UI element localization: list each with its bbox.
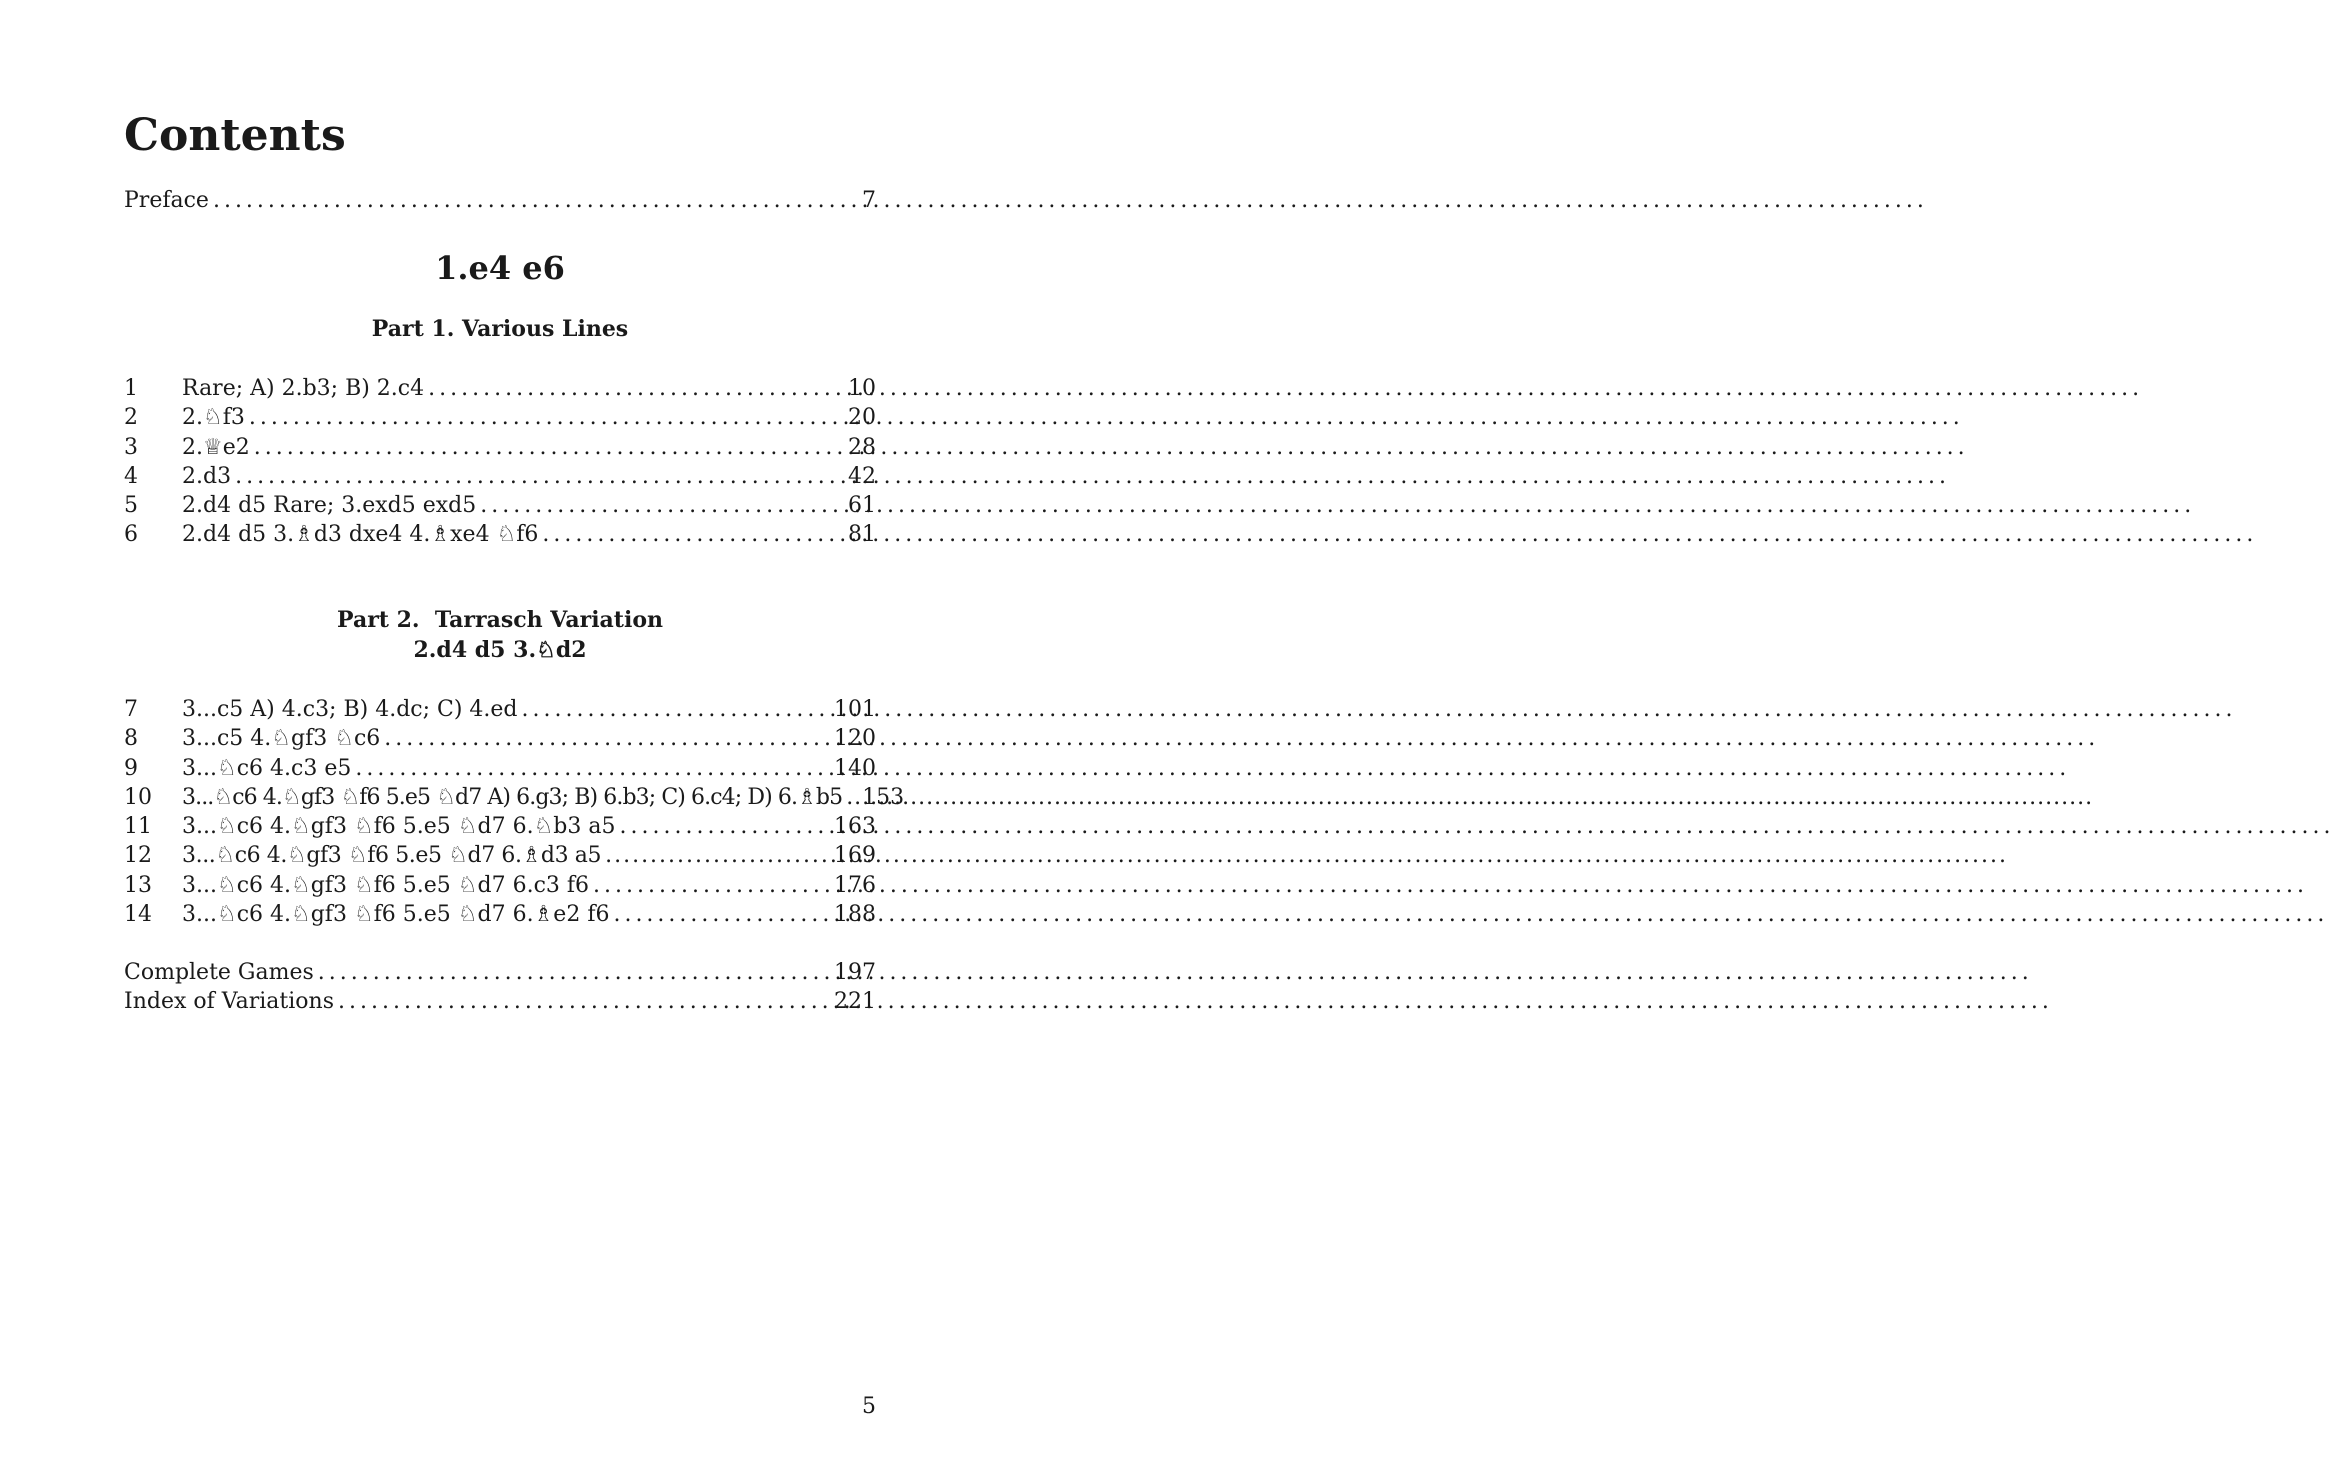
- chapter-number: 9: [124, 755, 138, 781]
- chapter-number: 6: [124, 522, 138, 548]
- chapter-entry[interactable]: [124, 900, 876, 929]
- chapter-number: 2: [124, 405, 138, 431]
- leader-dots: [338, 987, 828, 1016]
- appendix-list: [124, 958, 876, 1017]
- toc-entry-complete-games[interactable]: [124, 958, 876, 987]
- chapter-title: 3...c5 A) 4.c3; B) 4.dc; C) 4.ed: [182, 697, 518, 722]
- toc-entry-page: 7: [862, 188, 876, 213]
- chapter-title: 2.d4 d5 Rare; 3.exd5 exd5: [182, 493, 477, 519]
- chapter-title: 2.d4 d5 3.♗d3 dxe4 4.♗xe4 ♘f6: [182, 522, 539, 548]
- page-number: 5: [862, 1394, 876, 1419]
- chapter-title: 3...♘c6 4.c3 e5: [182, 755, 352, 781]
- leader-dots: [213, 186, 856, 215]
- chapter-entry[interactable]: [124, 491, 876, 520]
- chapter-title: 3...♘c6 4.♘gf3 ♘f6 5.e5 ♘d7 6.♗d3 a5: [182, 843, 602, 869]
- part2-subheading: 2.d4 d5 3.♘d2: [413, 637, 587, 663]
- leader-dots: [522, 695, 828, 724]
- chapter-number: 13: [124, 872, 152, 898]
- chapter-title: 3...♘c6 4.♘gf3 ♘f6 5.e5 ♘d7 A) 6.g3; B) 6.b3; C) 6.c4; D) 6.♗b5: [182, 784, 843, 810]
- leader-dots: [428, 374, 842, 403]
- chapter-title: 3...c5 4.♘gf3 ♘c6: [182, 726, 381, 752]
- toc-entry-label: Preface: [124, 188, 209, 213]
- page-title: Contents: [124, 110, 346, 161]
- chapter-page: 42: [848, 463, 876, 489]
- chapter-title: 2.d3: [182, 463, 232, 489]
- part2-heading: Part 2. Tarrasch Variation: [337, 607, 663, 633]
- chapter-entry[interactable]: [124, 754, 876, 783]
- chapter-title: 3...♘c6 4.♘gf3 ♘f6 5.e5 ♘d7 6.c3 f6: [182, 872, 590, 898]
- chapter-entry[interactable]: [124, 724, 876, 753]
- chapter-entry[interactable]: [124, 374, 876, 403]
- leader-dots: [254, 433, 842, 462]
- toc-entry-preface[interactable]: [124, 186, 876, 215]
- toc-entry-page: 221: [834, 989, 876, 1015]
- chapter-number: 10: [124, 784, 152, 810]
- leader-dots: [480, 491, 842, 520]
- leader-dots: [593, 871, 828, 900]
- chapter-page: 120: [834, 726, 876, 752]
- chapter-page: 169: [834, 843, 876, 869]
- chapter-number: 8: [124, 726, 138, 752]
- leader-dots: [605, 841, 828, 870]
- opening-heading: 1.e4 e6: [435, 249, 565, 287]
- toc-entry-label: Index of Variations: [124, 989, 334, 1015]
- chapter-page: 81: [848, 522, 876, 548]
- part2-chapter-list: [124, 695, 905, 929]
- toc-entry-label: Complete Games: [124, 960, 314, 985]
- chapter-number: 11: [124, 814, 152, 840]
- chapter-page: 20: [848, 405, 876, 431]
- chapter-entry[interactable]: [124, 520, 876, 549]
- contents-page: [124, 0, 905, 1483]
- leader-dots: [318, 958, 828, 987]
- chapter-entry[interactable]: [124, 871, 876, 900]
- chapter-number: 5: [124, 493, 138, 519]
- chapter-number: 4: [124, 463, 138, 489]
- chapter-entry[interactable]: [124, 433, 876, 462]
- chapter-entry[interactable]: [124, 462, 876, 491]
- chapter-entry[interactable]: [124, 403, 876, 432]
- chapter-title: 3...♘c6 4.♘gf3 ♘f6 5.e5 ♘d7 6.♘b3 a5: [182, 814, 616, 840]
- chapter-page: 176: [834, 872, 876, 898]
- chapter-number: 1: [124, 376, 138, 401]
- part1-chapter-list: [124, 374, 876, 550]
- leader-dots: [355, 754, 828, 783]
- chapter-page: 163: [834, 814, 876, 840]
- chapter-entry[interactable]: [124, 783, 905, 812]
- leader-dots: [846, 783, 856, 812]
- chapter-entry[interactable]: [124, 695, 876, 724]
- chapter-number: 7: [124, 697, 138, 722]
- chapter-page: 10: [848, 376, 876, 401]
- chapter-entry[interactable]: [124, 812, 876, 841]
- toc-entry-page: 197: [834, 960, 876, 985]
- part1-heading: Part 1. Various Lines: [371, 316, 629, 342]
- chapter-page: 188: [834, 902, 876, 928]
- chapter-title: 2.♘f3: [182, 405, 245, 431]
- chapter-number: 14: [124, 902, 152, 928]
- leader-dots: [384, 724, 828, 753]
- preface-entry-block: [124, 186, 876, 215]
- leader-dots: [542, 520, 842, 549]
- leader-dots: [249, 403, 842, 432]
- toc-entry-index-of-variations[interactable]: [124, 987, 876, 1016]
- chapter-title: 3...♘c6 4.♘gf3 ♘f6 5.e5 ♘d7 6.♗e2 f6: [182, 902, 610, 928]
- chapter-title: Rare; A) 2.b3; B) 2.c4: [182, 376, 425, 401]
- chapter-title: 2.♕e2: [182, 434, 250, 460]
- chapter-entry[interactable]: [124, 841, 876, 870]
- chapter-page: 153: [862, 784, 905, 810]
- chapter-page: 61: [848, 493, 876, 519]
- chapter-number: 3: [124, 434, 138, 460]
- chapter-page: 28: [848, 434, 876, 460]
- chapter-number: 12: [124, 843, 152, 869]
- chapter-page: 101: [834, 697, 876, 722]
- leader-dots: [613, 900, 828, 929]
- chapter-page: 140: [834, 755, 876, 781]
- leader-dots: [620, 812, 829, 841]
- leader-dots: [235, 462, 842, 491]
